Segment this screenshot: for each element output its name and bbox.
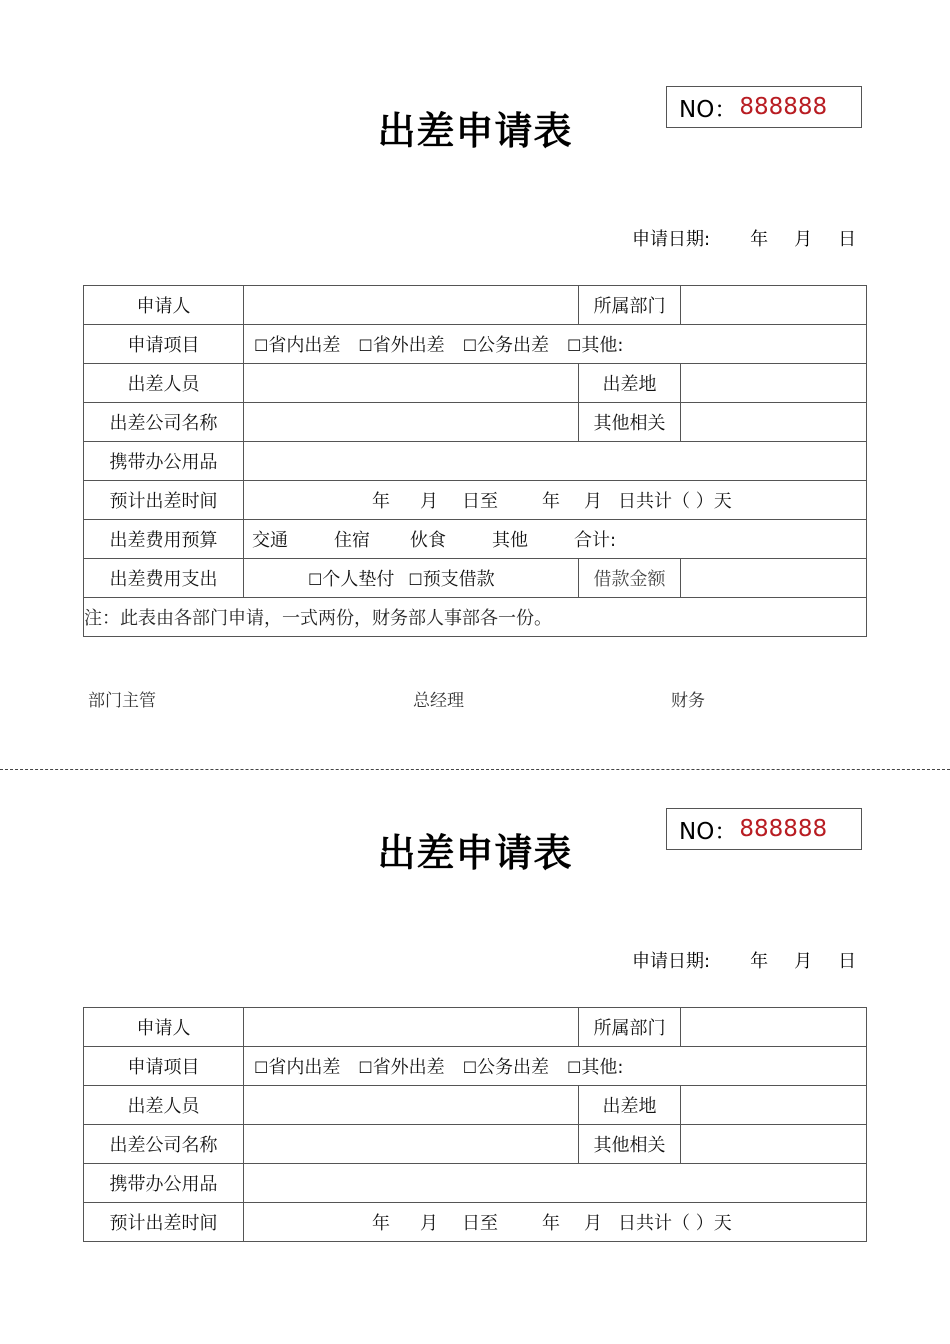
department-label: 所属部门	[579, 286, 681, 325]
apply-item-options	[244, 1047, 867, 1086]
travel-time-field[interactable]	[244, 481, 867, 520]
time-month: 月	[420, 1213, 438, 1234]
department-field[interactable]	[681, 286, 867, 325]
option-in-province[interactable]	[254, 1053, 340, 1079]
company-label: 出差公司名称	[84, 1125, 244, 1164]
expense-option-advance[interactable]	[408, 565, 494, 591]
time-year-2: 年	[542, 491, 560, 512]
time-day-to: 日至	[462, 1213, 498, 1234]
time-month: 月	[420, 491, 438, 512]
signature-manager: 部门主管	[88, 691, 156, 711]
travel-time-label: 预计出差时间	[84, 481, 244, 520]
destination-label: 出差地	[579, 1086, 681, 1125]
applicant-field[interactable]	[244, 1008, 579, 1047]
option-label: 省内出差	[268, 1057, 341, 1078]
apply-date	[632, 225, 856, 251]
checkbox-icon: ☐	[408, 570, 423, 589]
company-field[interactable]	[244, 403, 579, 442]
other-related-label: 其他相关	[579, 403, 681, 442]
time-year: 年	[372, 491, 390, 512]
apply-item-options	[244, 325, 867, 364]
checkbox-icon: ☐	[308, 570, 323, 589]
form-title: 出差申请表	[377, 109, 573, 153]
travel-time-field[interactable]	[244, 1203, 867, 1242]
office-items-label: 携带办公用品	[84, 442, 244, 481]
budget-transport: 交通	[252, 530, 288, 551]
checkbox-icon: ☐	[567, 1058, 582, 1077]
option-label: 个人垫付	[322, 569, 395, 590]
checkbox-icon: ☐	[254, 1058, 269, 1077]
time-total: 日共计（ ）天	[618, 491, 732, 512]
department-label: 所属部门	[579, 1008, 681, 1047]
destination-label: 出差地	[579, 364, 681, 403]
apply-item-label: 申请项目	[84, 1047, 244, 1086]
time-year-2: 年	[542, 1213, 560, 1234]
office-items-field[interactable]	[244, 1164, 867, 1203]
destination-field[interactable]	[681, 364, 867, 403]
option-out-province[interactable]	[358, 331, 444, 357]
checkbox-icon: ☐	[462, 336, 478, 355]
form-number-box	[666, 86, 862, 128]
personnel-label: 出差人员	[84, 1086, 244, 1125]
option-label: 公务出差	[477, 335, 550, 356]
budget-total: 合计:	[574, 530, 617, 551]
signature-finance: 财务	[671, 691, 705, 711]
apply-date-day: 日	[838, 229, 857, 250]
cut-line	[0, 769, 950, 770]
personnel-field[interactable]	[244, 364, 579, 403]
option-label: 预支借款	[422, 569, 495, 590]
form-number-value: 888888	[739, 816, 828, 842]
option-label: 其他:	[581, 1057, 624, 1078]
form-number-box	[666, 808, 862, 850]
applicant-field[interactable]	[244, 286, 579, 325]
checkbox-icon: ☐	[254, 336, 269, 355]
checkbox-icon: ☐	[567, 336, 582, 355]
form-number-label: NO：	[679, 818, 738, 845]
budget-field[interactable]	[244, 520, 867, 559]
budget-label: 出差费用预算	[84, 520, 244, 559]
application-table	[83, 1007, 867, 1242]
apply-date	[632, 947, 856, 973]
option-other[interactable]	[567, 1053, 623, 1079]
office-items-field[interactable]	[244, 442, 867, 481]
time-year: 年	[372, 1213, 390, 1234]
option-in-province[interactable]	[254, 331, 340, 357]
form-title: 出差申请表	[377, 831, 573, 875]
budget-lodging: 住宿	[334, 530, 370, 551]
option-out-province[interactable]	[358, 1053, 444, 1079]
office-items-label: 携带办公用品	[84, 1164, 244, 1203]
department-field[interactable]	[681, 1008, 867, 1047]
option-official[interactable]	[463, 331, 549, 357]
expense-label: 出差费用支出	[84, 559, 244, 598]
checkbox-icon: ☐	[358, 336, 373, 355]
loan-amount-field[interactable]	[681, 559, 867, 598]
apply-date-year: 年	[750, 951, 769, 972]
apply-date-label: 申请日期:	[632, 951, 711, 972]
company-label: 出差公司名称	[84, 403, 244, 442]
option-label: 省外出差	[372, 1057, 445, 1078]
option-official[interactable]	[463, 1053, 549, 1079]
applicant-label: 申请人	[84, 1008, 244, 1047]
time-day-to: 日至	[462, 491, 498, 512]
signature-gm: 总经理	[413, 691, 464, 711]
option-label: 其他:	[581, 335, 624, 356]
form-number-value: 888888	[739, 94, 828, 120]
checkbox-icon: ☐	[358, 1058, 373, 1077]
budget-other: 其他	[492, 530, 528, 551]
loan-amount-label: 借款金额	[579, 559, 681, 598]
option-label: 省内出差	[268, 335, 341, 356]
option-label: 公务出差	[477, 1057, 550, 1078]
other-related-field[interactable]	[681, 403, 867, 442]
apply-date-day: 日	[838, 951, 857, 972]
application-table	[83, 285, 867, 637]
personnel-label: 出差人员	[84, 364, 244, 403]
personnel-field[interactable]	[244, 1086, 579, 1125]
applicant-label: 申请人	[84, 286, 244, 325]
apply-date-month: 月	[794, 229, 813, 250]
expense-options	[244, 559, 579, 598]
apply-date-year: 年	[750, 229, 769, 250]
expense-option-personal[interactable]	[308, 565, 394, 591]
form-note: 注：此表由各部门申请，一式两份，财务部人事部各一份。	[84, 598, 867, 637]
destination-field[interactable]	[681, 1086, 867, 1125]
apply-date-label: 申请日期:	[632, 229, 711, 250]
form-number-label: NO：	[679, 96, 738, 123]
other-related-field[interactable]	[681, 1125, 867, 1164]
checkbox-icon: ☐	[462, 1058, 478, 1077]
travel-time-label: 预计出差时间	[84, 1203, 244, 1242]
budget-food: 伙食	[410, 530, 446, 551]
option-other[interactable]	[567, 331, 623, 357]
apply-date-month: 月	[794, 951, 813, 972]
time-month-2: 月	[584, 491, 602, 512]
time-total: 日共计（ ）天	[618, 1213, 732, 1234]
apply-item-label: 申请项目	[84, 325, 244, 364]
other-related-label: 其他相关	[579, 1125, 681, 1164]
time-month-2: 月	[584, 1213, 602, 1234]
option-label: 省外出差	[372, 335, 445, 356]
company-field[interactable]	[244, 1125, 579, 1164]
